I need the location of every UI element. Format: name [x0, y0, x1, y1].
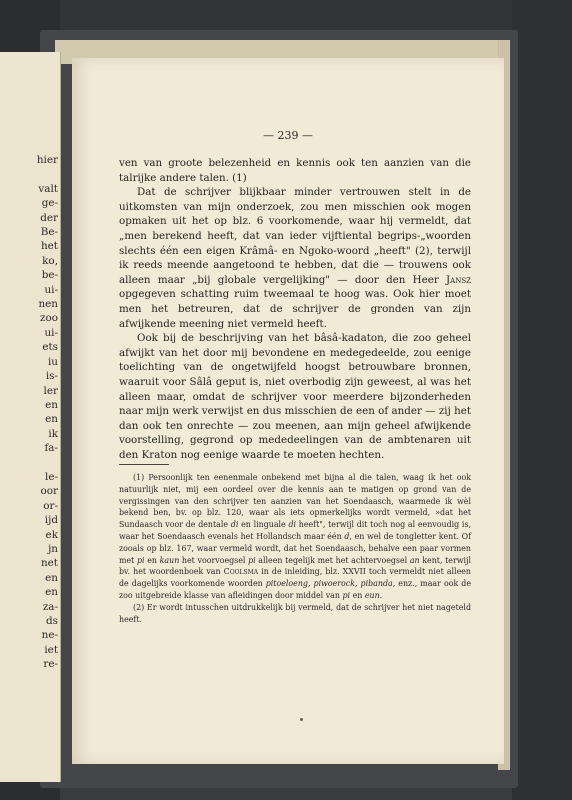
previous-page-line: fa-	[44, 442, 58, 455]
previous-page-line: ui-	[44, 283, 58, 296]
previous-page-line: oor	[40, 485, 58, 498]
footnote-1: (1) Persoonlijk ten eenenmale onbekend met bijna al die talen, waag ik het ook natuurlijk niet, mij een oordeel over die kennis aan te matigen op grond van de vergissingen van den schrijver ten aanzien van het Soendaasch, waarmede ik wèl bekend ben, bv. op blz. 120, waar als iets opmerkelijks wordt vermeld, »dat het Sundaasch voor de dentale di en linguale di heeft", terwijl dit toch nog al eenvoudig is, waar het Soendaasch evenals het Hollandsch maar één d, en wel de tongletter kent. Of zooals op blz. 167, waar vermeld wordt, dat het Soendaasch, behalve een paar vormen met pi en kaun het voorvoegsel pi alleen tegelijk met het achtervoegsel an kent, terwijl bv. het woordenboek van Coolsma in de inleiding, blz. XXVII toch vermeldt niet alleen de dagelijks voorkomende woorden pitoeloeng, piwoerock, pibanda, enz., maar ook de zoo uitgebreide klasse van afleidingen door middel van pi en eun.	[119, 473, 472, 600]
background-right	[512, 0, 572, 800]
paragraph-continuation: ven van groote belezenheid en kennis ook ten aanzien van die talrijke andere talen. (1)	[119, 157, 471, 184]
previous-page-line: be-	[41, 269, 58, 282]
previous-page-line: ijd	[44, 514, 58, 527]
previous-page-line: is-	[45, 370, 58, 383]
previous-page-line: ets	[42, 341, 58, 354]
previous-page-line: en	[45, 586, 58, 599]
previous-page-line: or-	[43, 499, 58, 512]
previous-page-text-fragments	[2, 153, 58, 672]
previous-page-line: iet	[44, 643, 58, 656]
previous-page-line: ik	[48, 427, 58, 440]
previous-page-line: het	[40, 240, 58, 253]
previous-page-line: net	[40, 557, 58, 570]
previous-page-line: nen	[38, 298, 58, 311]
previous-page-line: hier	[36, 154, 58, 166]
ink-speck	[300, 718, 303, 721]
previous-page-line: ler	[43, 384, 58, 397]
previous-page-line: en	[45, 571, 58, 584]
previous-page-line: der	[40, 211, 58, 224]
previous-page-line: Be-	[40, 226, 58, 239]
previous-page-line: ne-	[41, 629, 58, 642]
previous-page-line: en	[45, 398, 58, 411]
previous-page-line	[2, 456, 58, 470]
previous-page-line: ds	[46, 615, 58, 627]
previous-page-line: le-	[45, 470, 58, 483]
page-number: — 239 —	[263, 129, 313, 142]
previous-page-line: valt	[38, 182, 58, 195]
previous-page-line: re-	[43, 658, 58, 671]
footnotes	[119, 472, 471, 625]
previous-page-line: za-	[42, 600, 58, 613]
previous-page-line: zoo	[40, 312, 58, 325]
previous-page-line: ek	[45, 528, 58, 541]
previous-page-line: en	[45, 413, 58, 426]
previous-page-line: ui-	[44, 326, 58, 339]
body-text	[119, 156, 471, 462]
paragraph-3: Ook bij de beschrijving van het bâsâ-kadaton, die zoo geheel afwijkt van het door mij bevondene en medegedeelde, zou eenige toelichting van de ongetwijfeld hoogst betrouwbare bronnen, waaruit voor Sâlâ geput is, niet overbodig zijn geweest, al was het alleen maar, omdat de schrijver voor meerdere bijzonderheden naar mijn werk verwijst en dus misschien de een of ander — zij het dan ook ten onrechte — zou meenen, aan mijn geheel afwijkende voorstelling, gegrond op mededeelingen van de ambtenaren uit den Kraton nog eenige waarde te moeten hechten.	[119, 332, 471, 461]
previous-page-line: jn	[48, 542, 58, 555]
footnote-divider	[119, 464, 169, 465]
book-page	[72, 58, 504, 764]
previous-page-line	[2, 167, 58, 181]
paragraph-2: Dat de schrijver blijkbaar minder vertrouwen stelt in de uitkomsten van mijn onderzoek, zou men misschien ook mogen opmaken uit het op blz. 6 voorkomende, waar hij vermeldt, dat „men berekend heeft, dat van ieder vijftiental begrips-„woorden slechts één een eigen Krâmâ- en Ngoko-woord „heeft" (2), terwijl ik reeds meende aangetoond te hebben, dat die — trouwens ook alleen maar „bij globale vergelijking" — door den Heer Jansz opgegeven schatting ruim tweemaal te hoog was. Ook hier moet men het betreuren, dat de schrijver de gronden van zijn afwijkende meening niet vermeld heeft.	[119, 186, 471, 330]
previous-page-line: iu	[47, 355, 58, 368]
previous-page-line: ge-	[41, 197, 58, 210]
previous-page-line: ko,	[42, 254, 58, 267]
author-name: Jansz	[446, 273, 471, 286]
footnote-2: (2) Er wordt intusschen uitdrukkelijk bij vermeld, dat de schrijver het niet nageteld heeft.	[119, 602, 471, 624]
previous-page-edge	[0, 52, 61, 782]
